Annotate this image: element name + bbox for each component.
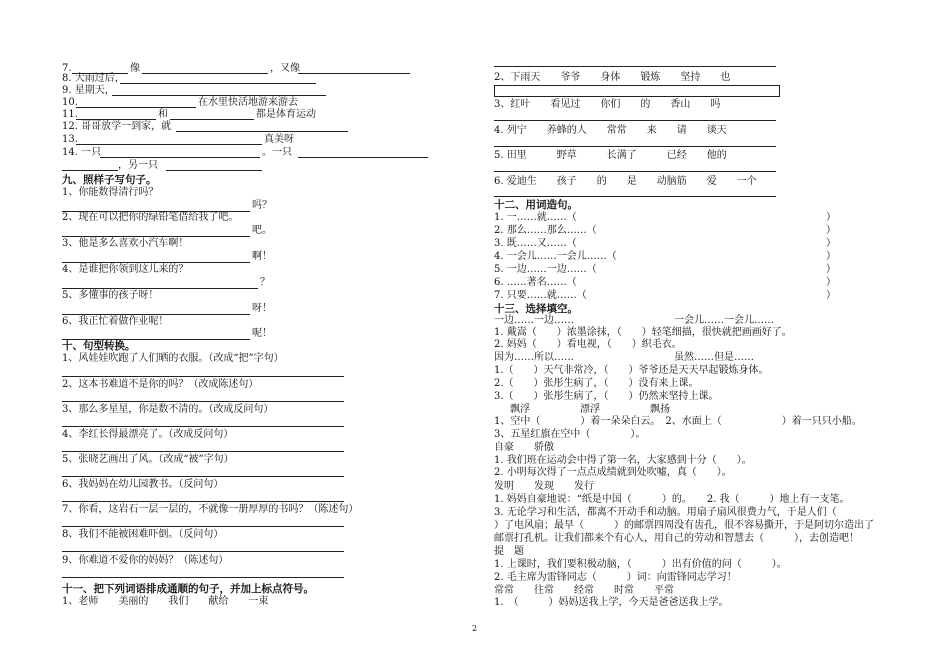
- blank-line: [170, 119, 254, 120]
- sec10-q8: 8、我们不能被困难吓倒。（反问句）: [62, 529, 224, 540]
- fill-item-11-text: 都是体育运动: [256, 109, 316, 120]
- fill-item-11-he: 和: [158, 109, 168, 120]
- fill-item-10: 10.: [62, 97, 78, 108]
- sec10-q4: 4、李红长得最漂亮了。（改成反问句）: [62, 429, 234, 440]
- word-choices-4: 自豪 骄傲: [494, 442, 554, 453]
- answer-line: [62, 426, 344, 427]
- sec11-q5: 5. 田里 野草 长满了 已经 他的: [494, 150, 727, 161]
- sec10-q2: 2、这本书难道不是你的吗？（改成陈述句）: [62, 379, 259, 390]
- blank-line: [166, 170, 262, 171]
- sec9-q4: 4、是谁把你领到这儿来的？: [62, 264, 189, 275]
- blank-line: [76, 144, 262, 145]
- blank-line: [142, 73, 268, 74]
- answer-line: [62, 551, 344, 552]
- answer-line: [494, 120, 776, 121]
- blank-line: [112, 95, 326, 96]
- fill-item-9: 9. 星期天，: [62, 85, 115, 96]
- sec9-q3: 3、他是多么喜欢小汽车啊！: [62, 238, 189, 249]
- sec12-item-1: 1. 一……就……（: [494, 212, 577, 223]
- choice-question: 1. 戴嵩（ ）浓墨涂抹，（ ）轻笔细描，很快就把画画好了。: [494, 327, 792, 338]
- choice-question: 1、空中（ ）着一朵朵白云。 2、水面上（ ）着一只只小船。: [494, 416, 862, 427]
- paren-close: ）: [826, 225, 836, 236]
- choice-question: 2. 小明每次得了一点点成绩就到处吹嘘，真（ ）。: [494, 467, 732, 478]
- page-number: 2: [472, 624, 478, 633]
- paren-close: ）: [826, 290, 836, 301]
- sec10-q9: 9、你难道不爱你的妈妈？（陈述句）: [62, 555, 229, 566]
- choice-question: 1.（ ）天气非常冷，（ ）爷爷还是天天早起锻炼身体。: [494, 365, 769, 376]
- sec10-q5: 5、张晓艺画出了风。（改成“被”字句）: [62, 454, 234, 465]
- fill-item-12: 12. 哥哥放学一到家，就: [62, 121, 172, 132]
- sec9-q2: 2、现在可以把你的绿铅笔借给我了吧。: [62, 212, 239, 223]
- blank-line: [76, 107, 196, 108]
- fill-item-13: 13.: [62, 134, 78, 145]
- choice-question: 3、五星红旗在空中（ ）。: [494, 429, 646, 440]
- choice-question: 1. 妈妈自豪地说：“纸是中国（ ）的。 2. 我（ ）地上有一支笔。: [494, 494, 850, 505]
- fill-item-7-youxiang: ，又像: [270, 63, 300, 74]
- sec12-item-6: 6. ……著名……（: [494, 277, 577, 288]
- word-choices-7: 常常 往常 经常 时常 平常: [494, 585, 674, 596]
- answer-line: [62, 401, 344, 402]
- answer-line: [494, 146, 776, 147]
- sec10-q1: 1、风娃娃吹跑了人们晒的衣服。（改成“把”字句）: [62, 353, 284, 364]
- sec12-item-2: 2. 那么……那么……（: [494, 225, 597, 236]
- choice-question: 3. 无论学习和生活，都离不开动手和动脑。用扇子扇风很费力气，于是人们（: [494, 507, 837, 518]
- sec9-a3-end: 啊！: [252, 251, 272, 262]
- word-choices-3: 飘浮 漂浮 飘扬: [510, 404, 670, 415]
- sec11-q6: 6. 爱迪生 孩子 的 是 动脑筋 爱 一个: [494, 176, 757, 187]
- fill-item-14-c: ，另一只: [118, 160, 158, 171]
- blank-line: [100, 157, 260, 158]
- sec9-a6-end: 呢！: [252, 328, 272, 339]
- section-10-title: 十、句型转换。: [62, 340, 136, 352]
- choice-question: 3.（ ）张彤生病了，（ ）仍然来坚持上课。: [494, 391, 719, 402]
- sec10-q3: 3、那么多星星，你是数不清的。（改成反问句）: [62, 404, 274, 415]
- sec11-q1: 1、老师 美丽的 我们 献给 一束: [62, 596, 269, 607]
- choice-question: 1. 上课时，我们要积极动脑，（ ）出有价值的问（ ）。: [494, 559, 787, 570]
- word-choices-5: 发明 发现 发行: [494, 481, 594, 492]
- paren-close: ）: [826, 264, 836, 275]
- fill-item-13-text: 真美呀: [264, 134, 294, 145]
- answer-line: [62, 288, 258, 289]
- sec9-q6: 6、我正忙着做作业呢！: [62, 316, 169, 327]
- paren-close: ）: [826, 277, 836, 288]
- answer-line: [62, 526, 344, 527]
- sec10-q7: 7、你看，这岩石一层一层的，不就像一册厚厚的书吗？（陈述句）: [62, 504, 359, 515]
- sec10-q6: 6、我妈妈在幼儿园教书。（反问句）: [62, 479, 224, 490]
- answer-line: [62, 314, 250, 315]
- blank-line: [298, 73, 410, 74]
- sec12-item-3: 3. 既……又……（: [494, 238, 577, 249]
- answer-line: [494, 66, 776, 67]
- fill-item-10-text: 在水里快活地游来游去: [198, 97, 298, 108]
- paren-close: ）: [826, 212, 836, 223]
- choice-question: 2. 毛主席为雷锋同志（ ）词：向雷锋同志学习！: [494, 572, 737, 583]
- sec12-item-5: 5. 一边……一边……（: [494, 264, 597, 275]
- word-choices-6: 提 题: [494, 546, 524, 557]
- fill-item-14-b: 。一只: [262, 147, 292, 158]
- answer-line: [62, 262, 250, 263]
- fill-item-8: 8. 大雨过后，: [62, 73, 125, 84]
- sec9-a5-end: 呀！: [252, 303, 272, 314]
- blank-line: [176, 131, 348, 132]
- choice-question: ）了电风扇；最早（ ）的邮票四周没有齿孔，很不容易撕开，于是阿切尔造出了: [494, 520, 874, 531]
- answer-line: [62, 501, 344, 502]
- sec11-q2: 2、下雨天 爷爷 身体 锻炼 坚持 也: [494, 72, 731, 83]
- answer-line: [62, 476, 344, 477]
- fill-item-7-xiang: 像: [130, 63, 140, 74]
- section-13-title: 十三、选择填空。: [494, 303, 578, 315]
- section-11-title: 十一、把下列词语排成通顺的句子，并加上标点符号。: [62, 583, 314, 595]
- word-choices-1: 一边……一边…… 一会儿……一会儿……: [494, 315, 774, 326]
- answer-box: [494, 85, 780, 97]
- sec11-q3: 3、红叶 看见过 你们 的 香山 吗: [494, 99, 721, 110]
- sec9-q1: 1、你能数得清行吗？: [62, 187, 159, 198]
- choice-question: 邮票打孔机。让我们都来个有心人，用自己的劳动和智慧去（ ），去创造吧！: [494, 533, 859, 544]
- fill-item-11: 11.: [62, 109, 78, 120]
- sec9-q5: 5、多懂事的孩子呀！: [62, 290, 159, 301]
- answer-line: [62, 236, 250, 237]
- sec12-item-4: 4. 一会儿……一会儿……（: [494, 251, 617, 262]
- sec9-a2-end: 吧。: [252, 225, 272, 236]
- answer-line: [494, 196, 776, 197]
- blank-line: [120, 83, 316, 84]
- answer-line: [62, 577, 344, 578]
- sec12-item-7: 7. 只要……就……（: [494, 290, 587, 301]
- blank-line: [298, 157, 428, 158]
- fill-item-7-number: 7.: [62, 63, 72, 74]
- choice-question: 1. 我们班在运动会中得了第一名，大家感到十分（ ）。: [494, 455, 752, 466]
- choice-question: 2.（ ）张彤生病了，（ ）没有来上课。: [494, 378, 699, 389]
- sec9-a4-end: ？: [260, 277, 270, 288]
- choice-question: 2. 妈妈（ ）看电视，（ ）织毛衣。: [494, 339, 682, 350]
- choice-question: 1. （ ）妈妈送我上学，今天是爸爸送我上学。: [494, 597, 729, 608]
- paren-close: ）: [826, 251, 836, 262]
- fill-item-14: 14. 一只: [62, 147, 102, 158]
- blank-line: [62, 170, 118, 171]
- section-9-title: 九、照样子写句子。: [62, 174, 157, 186]
- blank-line: [76, 119, 156, 120]
- word-choices-2: 因为……所以…… 虽然……但是……: [494, 352, 754, 363]
- paren-close: ）: [826, 238, 836, 249]
- section-12-title: 十二、用词造句。: [494, 199, 578, 211]
- answer-line: [62, 376, 344, 377]
- sec11-q4: 4. 列宁 养蜂的人 常常 来 请 谈天: [494, 125, 727, 136]
- sec9-a1-end: 吗？: [252, 200, 272, 211]
- answer-line: [494, 171, 776, 172]
- answer-line: [62, 451, 344, 452]
